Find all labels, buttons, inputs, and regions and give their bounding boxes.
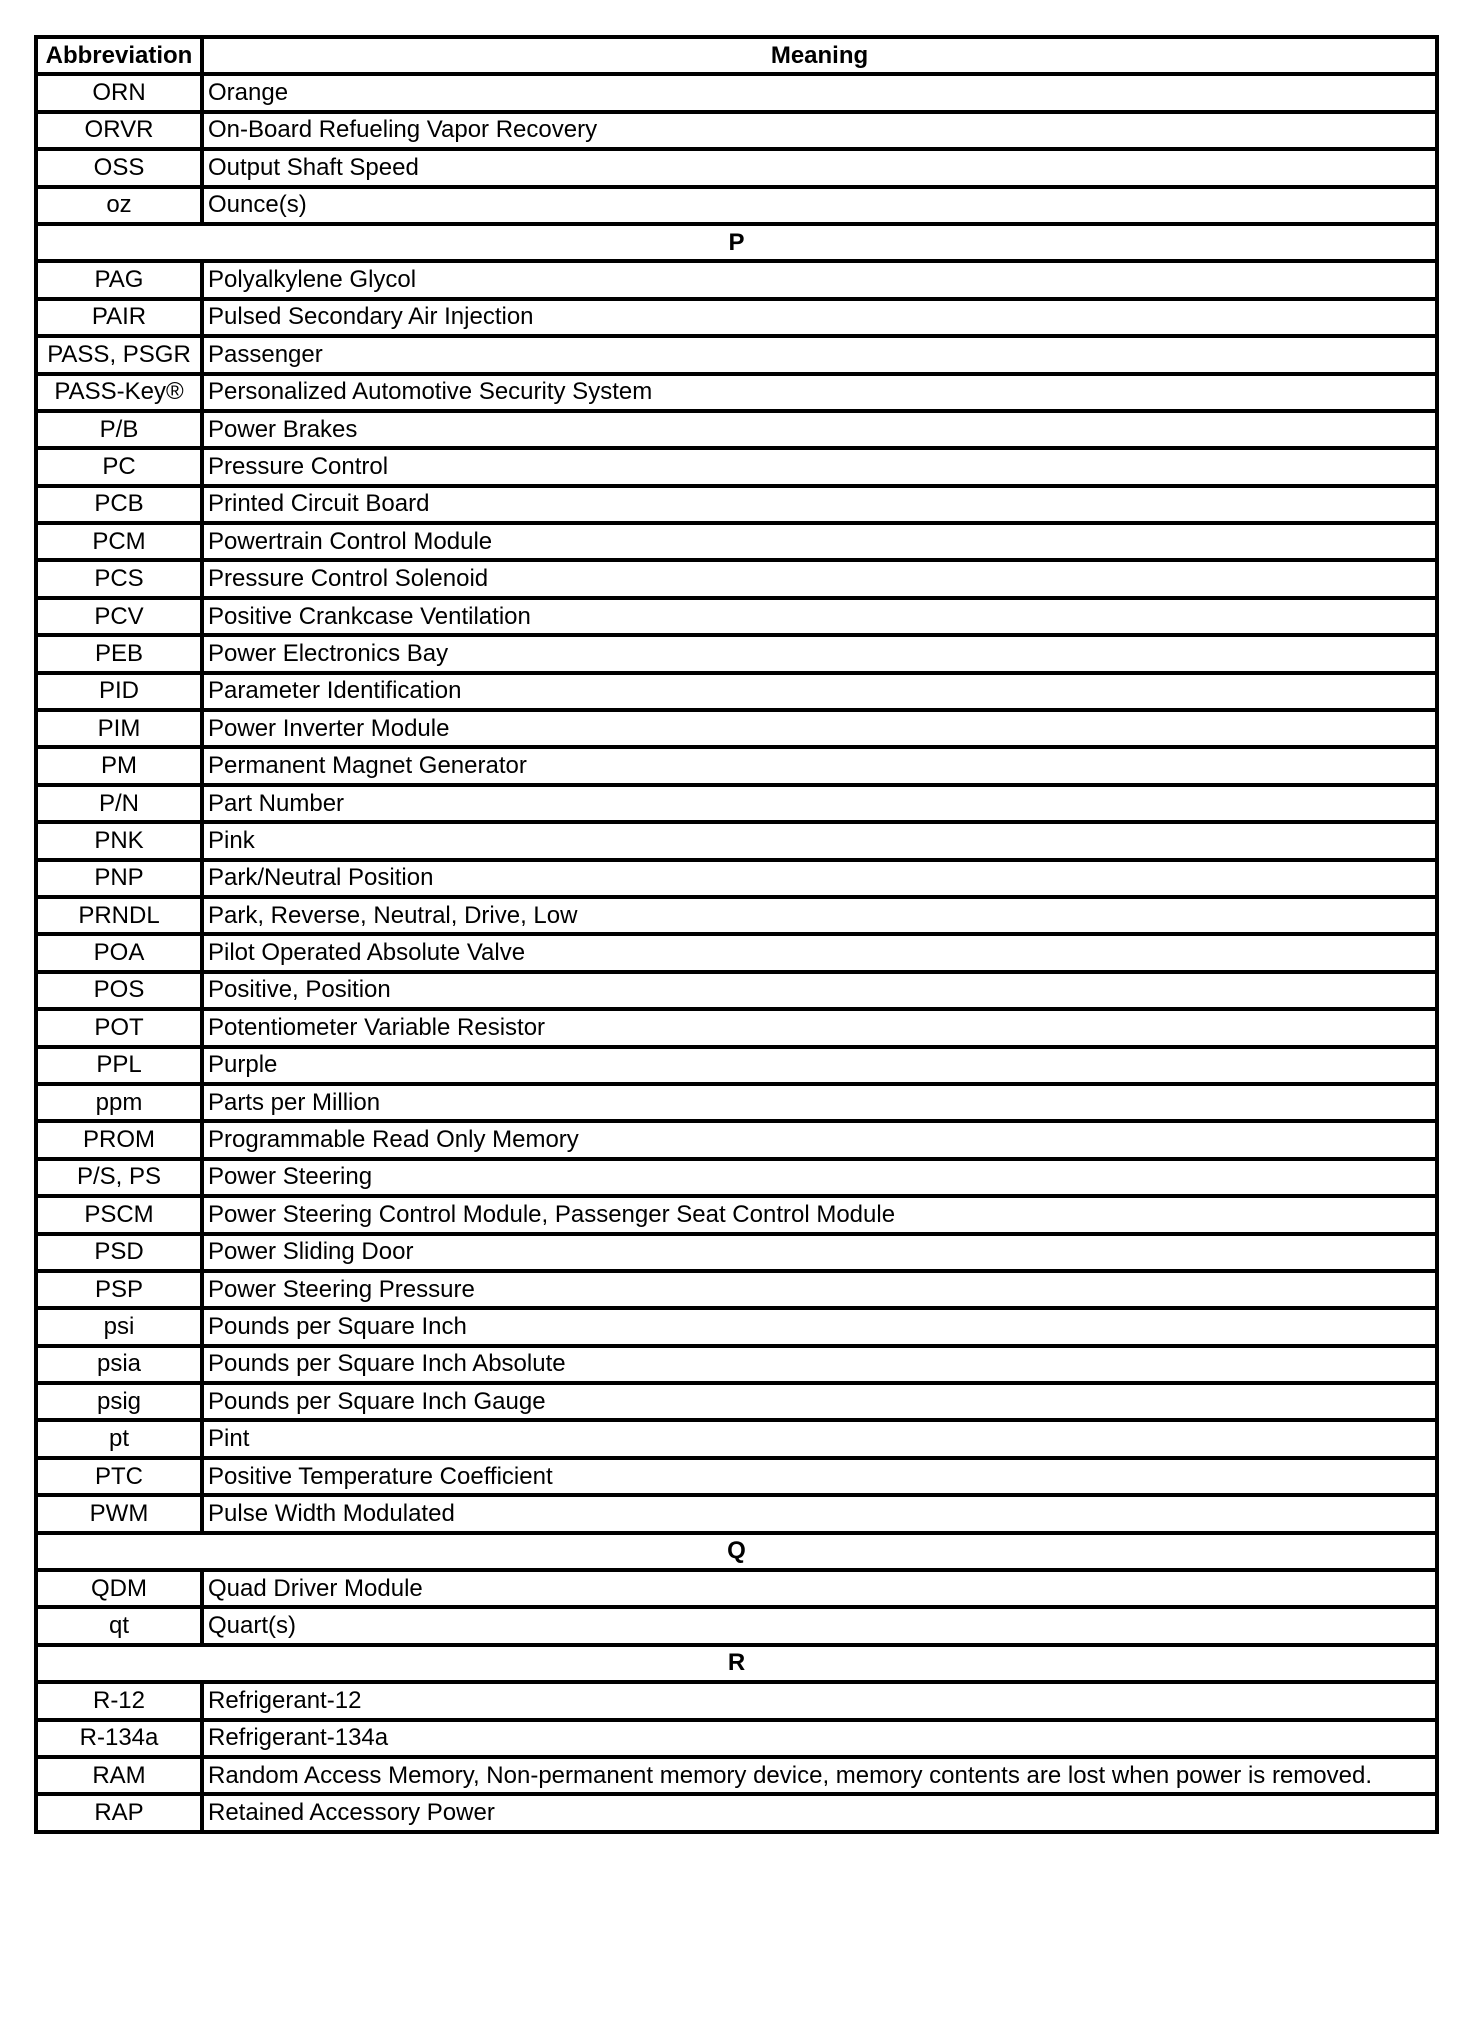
abbreviation-cell: oz	[36, 187, 202, 224]
table-row	[36, 710, 1437, 747]
table-row	[36, 1720, 1437, 1757]
meaning-cell: Output Shaft Speed	[202, 149, 1437, 186]
meaning-cell: Pounds per Square Inch Absolute	[202, 1346, 1437, 1383]
table-row	[36, 1794, 1437, 1831]
table-row	[36, 934, 1437, 971]
meaning-cell: Pounds per Square Inch	[202, 1308, 1437, 1345]
abbreviation-cell: PNP	[36, 860, 202, 897]
table-row	[36, 673, 1437, 710]
abbreviation-cell: RAP	[36, 1794, 202, 1831]
meaning-cell: Quart(s)	[202, 1607, 1437, 1644]
meaning-cell: Parameter Identification	[202, 673, 1437, 710]
table-row	[36, 1383, 1437, 1420]
section-letter: R	[36, 1645, 1437, 1682]
section-row	[36, 1645, 1437, 1682]
table-row	[36, 1196, 1437, 1233]
abbreviation-cell: ORVR	[36, 112, 202, 149]
table-row	[36, 187, 1437, 224]
abbreviation-cell: POT	[36, 1009, 202, 1046]
meaning-cell: Power Electronics Bay	[202, 635, 1437, 672]
meaning-cell: Part Number	[202, 785, 1437, 822]
abbreviation-cell: PID	[36, 673, 202, 710]
section-letter: P	[36, 224, 1437, 261]
table-row	[36, 336, 1437, 373]
meaning-cell: Power Steering Pressure	[202, 1271, 1437, 1308]
abbreviation-cell: pt	[36, 1420, 202, 1457]
table-row	[36, 112, 1437, 149]
abbreviation-cell: PSP	[36, 1271, 202, 1308]
table-row	[36, 1121, 1437, 1158]
abbreviation-cell: PAIR	[36, 299, 202, 336]
meaning-cell: Park/Neutral Position	[202, 860, 1437, 897]
table-row	[36, 785, 1437, 822]
table-row	[36, 374, 1437, 411]
meaning-cell: Pink	[202, 822, 1437, 859]
table-row	[36, 635, 1437, 672]
meaning-cell: Refrigerant-12	[202, 1682, 1437, 1719]
meaning-cell: Pilot Operated Absolute Valve	[202, 934, 1437, 971]
abbreviation-cell: PIM	[36, 710, 202, 747]
abbreviation-cell: PM	[36, 747, 202, 784]
table-row	[36, 1159, 1437, 1196]
abbreviation-cell: PEB	[36, 635, 202, 672]
table-row	[36, 523, 1437, 560]
meaning-cell: Orange	[202, 74, 1437, 111]
meaning-cell: Pint	[202, 1420, 1437, 1457]
abbreviation-cell: PASS-Key®	[36, 374, 202, 411]
abbreviation-cell: PCM	[36, 523, 202, 560]
table-row	[36, 1346, 1437, 1383]
abbreviation-cell: PNK	[36, 822, 202, 859]
abbreviation-cell: PC	[36, 448, 202, 485]
meaning-cell: Potentiometer Variable Resistor	[202, 1009, 1437, 1046]
table-row	[36, 1271, 1437, 1308]
table-row	[36, 1757, 1437, 1794]
table-header-row	[36, 37, 1437, 74]
abbreviation-cell: R-12	[36, 1682, 202, 1719]
table-row	[36, 747, 1437, 784]
table-row	[36, 1458, 1437, 1495]
meaning-cell: Power Steering	[202, 1159, 1437, 1196]
table-row	[36, 448, 1437, 485]
meaning-cell: Passenger	[202, 336, 1437, 373]
meaning-cell: Pressure Control Solenoid	[202, 560, 1437, 597]
meaning-cell: Pressure Control	[202, 448, 1437, 485]
abbreviation-cell: P/B	[36, 411, 202, 448]
meaning-cell: Power Sliding Door	[202, 1234, 1437, 1271]
meaning-cell: Positive, Position	[202, 972, 1437, 1009]
meaning-cell: Power Inverter Module	[202, 710, 1437, 747]
abbreviation-cell: PASS, PSGR	[36, 336, 202, 373]
meaning-cell: Random Access Memory, Non-permanent memory device, memory contents are lost when power is removed.	[202, 1757, 1437, 1794]
abbreviation-cell: POA	[36, 934, 202, 971]
abbreviation-cell: R-134a	[36, 1720, 202, 1757]
table-row	[36, 860, 1437, 897]
table-row	[36, 411, 1437, 448]
abbreviation-cell: psig	[36, 1383, 202, 1420]
abbreviation-cell: psia	[36, 1346, 202, 1383]
abbreviation-cell: PSD	[36, 1234, 202, 1271]
table-row	[36, 1495, 1437, 1532]
table-row	[36, 74, 1437, 111]
abbreviation-column-header: Abbreviation	[36, 37, 202, 74]
meaning-cell: Positive Temperature Coefficient	[202, 1458, 1437, 1495]
table-row	[36, 560, 1437, 597]
meaning-cell: Ounce(s)	[202, 187, 1437, 224]
section-row	[36, 224, 1437, 261]
meaning-cell: Positive Crankcase Ventilation	[202, 598, 1437, 635]
abbreviation-cell: PROM	[36, 1121, 202, 1158]
abbreviation-cell: PAG	[36, 261, 202, 298]
abbreviation-cell: qt	[36, 1607, 202, 1644]
abbreviation-cell: PRNDL	[36, 897, 202, 934]
abbreviation-cell: P/S, PS	[36, 1159, 202, 1196]
section-row	[36, 1533, 1437, 1570]
abbreviation-cell: ORN	[36, 74, 202, 111]
table-row	[36, 1047, 1437, 1084]
abbreviation-cell: OSS	[36, 149, 202, 186]
table-row	[36, 897, 1437, 934]
abbreviation-cell: PCS	[36, 560, 202, 597]
table-row	[36, 1234, 1437, 1271]
table-row	[36, 1420, 1437, 1457]
abbreviation-cell: P/N	[36, 785, 202, 822]
meaning-cell: Polyalkylene Glycol	[202, 261, 1437, 298]
section-letter: Q	[36, 1533, 1437, 1570]
meaning-cell: Pulsed Secondary Air Injection	[202, 299, 1437, 336]
meaning-cell: Quad Driver Module	[202, 1570, 1437, 1607]
meaning-cell: On-Board Refueling Vapor Recovery	[202, 112, 1437, 149]
table-row	[36, 149, 1437, 186]
table-row	[36, 598, 1437, 635]
table-row	[36, 1570, 1437, 1607]
abbreviation-cell: POS	[36, 972, 202, 1009]
meaning-cell: Retained Accessory Power	[202, 1794, 1437, 1831]
abbreviation-cell: psi	[36, 1308, 202, 1345]
abbreviation-cell: PCV	[36, 598, 202, 635]
table-row	[36, 1084, 1437, 1121]
abbreviation-cell: PCB	[36, 486, 202, 523]
meaning-cell: Printed Circuit Board	[202, 486, 1437, 523]
table-row	[36, 972, 1437, 1009]
abbreviation-cell: PSCM	[36, 1196, 202, 1233]
abbreviation-cell: PWM	[36, 1495, 202, 1532]
meaning-cell: Pounds per Square Inch Gauge	[202, 1383, 1437, 1420]
meaning-cell: Permanent Magnet Generator	[202, 747, 1437, 784]
abbreviation-cell: PTC	[36, 1458, 202, 1495]
table-row	[36, 822, 1437, 859]
meaning-cell: Power Brakes	[202, 411, 1437, 448]
meaning-cell: Purple	[202, 1047, 1437, 1084]
meaning-column-header: Meaning	[202, 37, 1437, 74]
table-row	[36, 261, 1437, 298]
meaning-cell: Programmable Read Only Memory	[202, 1121, 1437, 1158]
table-row	[36, 1009, 1437, 1046]
meaning-cell: Park, Reverse, Neutral, Drive, Low	[202, 897, 1437, 934]
abbreviation-table	[34, 35, 1439, 1834]
table-row	[36, 1607, 1437, 1644]
meaning-cell: Power Steering Control Module, Passenger Seat Control Module	[202, 1196, 1437, 1233]
table-row	[36, 299, 1437, 336]
meaning-cell: Powertrain Control Module	[202, 523, 1437, 560]
table-row	[36, 486, 1437, 523]
table-row	[36, 1682, 1437, 1719]
abbreviation-cell: RAM	[36, 1757, 202, 1794]
meaning-cell: Pulse Width Modulated	[202, 1495, 1437, 1532]
meaning-cell: Parts per Million	[202, 1084, 1437, 1121]
abbreviation-cell: QDM	[36, 1570, 202, 1607]
meaning-cell: Refrigerant-134a	[202, 1720, 1437, 1757]
abbreviation-cell: ppm	[36, 1084, 202, 1121]
table-body	[36, 74, 1437, 1831]
abbreviation-cell: PPL	[36, 1047, 202, 1084]
meaning-cell: Personalized Automotive Security System	[202, 374, 1437, 411]
table-row	[36, 1308, 1437, 1345]
